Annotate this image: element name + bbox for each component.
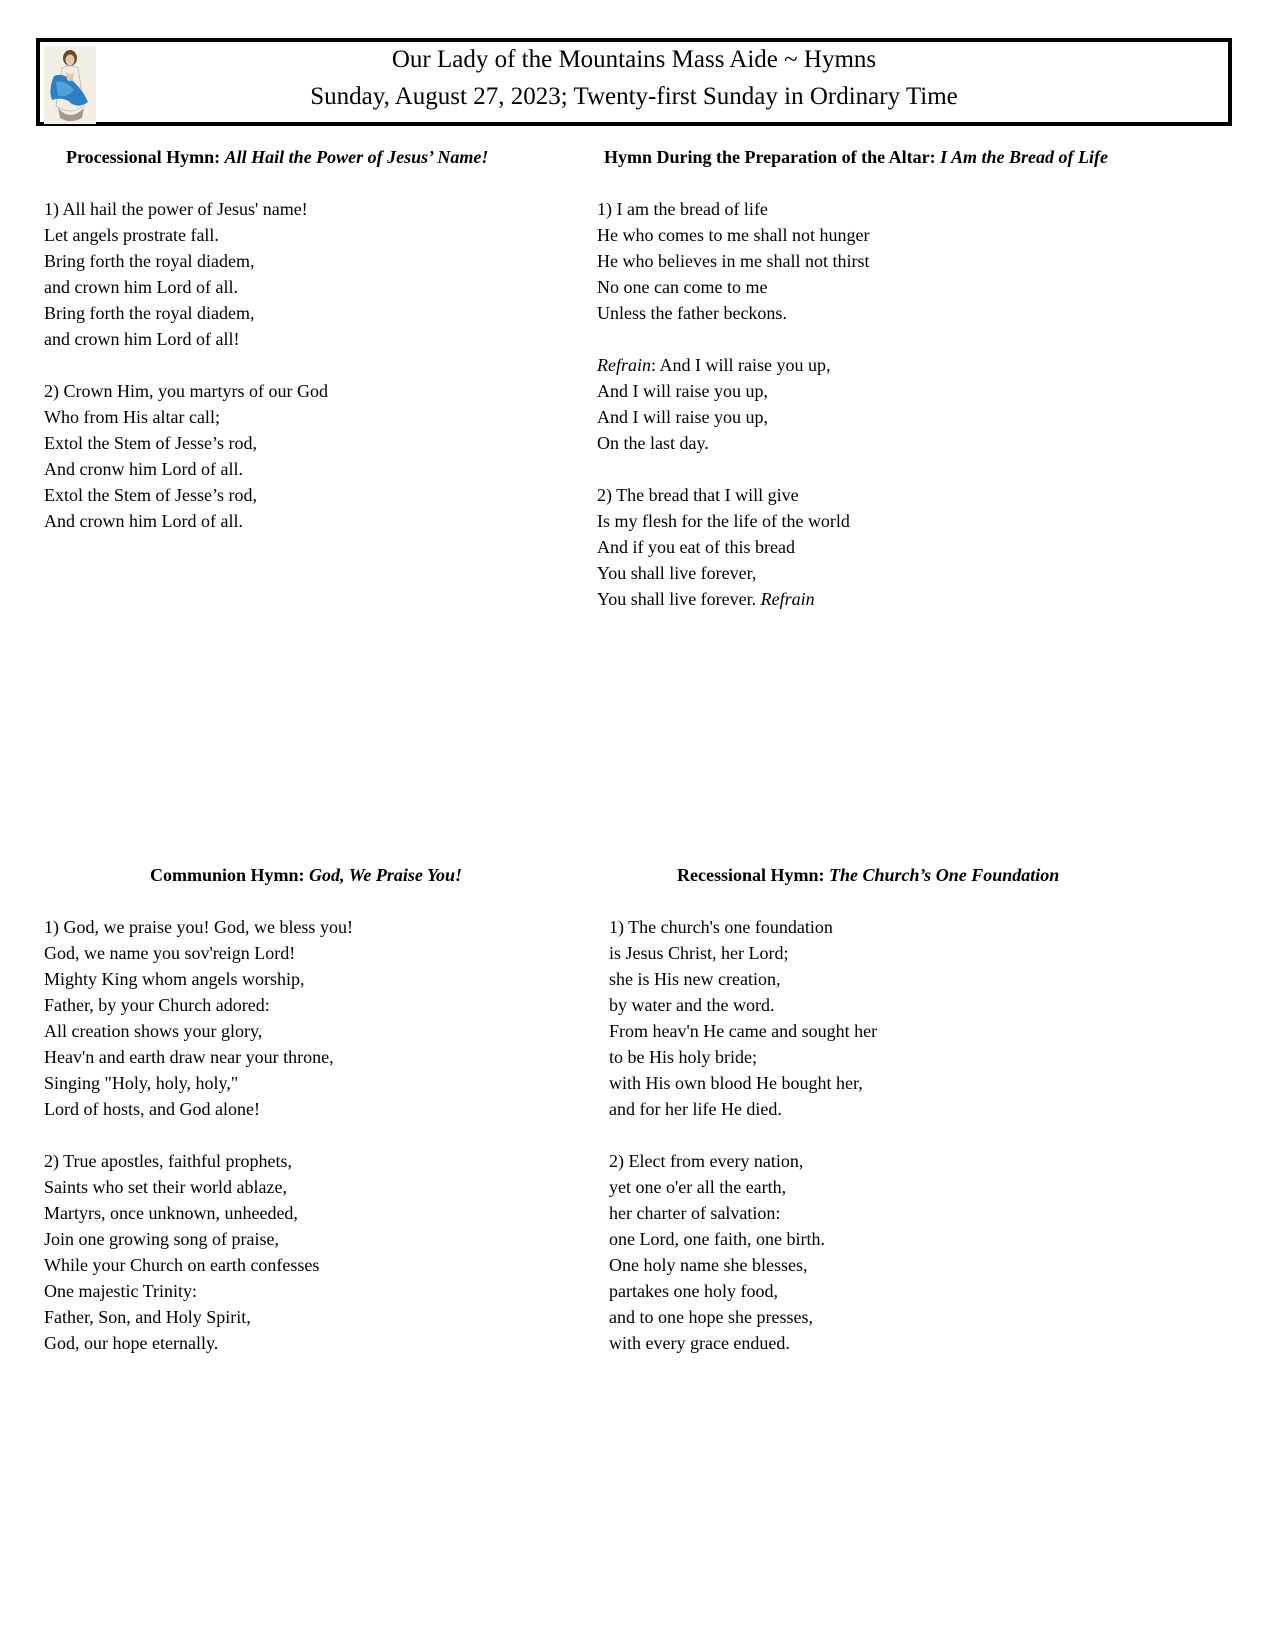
preparation-name: I Am the Bread of Life [940, 147, 1108, 167]
lyric-line: God, our hope eternally. [44, 1333, 219, 1353]
verse-gap [609, 1122, 877, 1148]
lyric-line: 1) God, we praise you! God, we bless you! [44, 917, 353, 937]
preparation-lyrics [597, 196, 869, 612]
lyric-line: with His own blood He bought her, [609, 1073, 863, 1093]
lyric-line: Mighty King whom angels worship, [44, 969, 305, 989]
lyric-line: Father, Son, and Holy Spirit, [44, 1307, 251, 1327]
communion-lyrics [44, 914, 353, 1356]
lyric-line: Let angels prostrate fall. [44, 225, 219, 245]
processional-hymn-title [66, 147, 488, 168]
lyric-line: All creation shows your glory, [44, 1021, 263, 1041]
recessional-lyrics [609, 914, 877, 1356]
lyric-line: 1) All hail the power of Jesus' name! [44, 199, 308, 219]
header-date: Sunday, August 27, 2023; Twenty-first Sunday in Ordinary Time [310, 83, 958, 110]
lyric-line: And if you eat of this bread [597, 537, 795, 557]
lyric-line: one Lord, one faith, one birth. [609, 1229, 825, 1249]
lyric-line: and crown him Lord of all! [44, 329, 240, 349]
lyric-line: Bring forth the royal diadem, [44, 303, 255, 323]
verse-gap [44, 352, 328, 378]
processional-name: All Hail the Power of Jesus’ Name! [224, 147, 489, 167]
lyric-line: and to one hope she presses, [609, 1307, 813, 1327]
refrain-text: : And I will raise you up, [651, 355, 831, 375]
preparation-label: Hymn During the Preparation of the Altar: [604, 147, 941, 167]
lyric-line: Extol the Stem of Jesse’s rod, [44, 485, 257, 505]
preparation-hymn-title [604, 147, 1108, 168]
lyric-line: 2) Crown Him, you martyrs of our God [44, 381, 328, 401]
recessional-name: The Church’s One Foundation [829, 865, 1060, 885]
lyric-line: He who believes in me shall not thirst [597, 251, 870, 271]
lyric-line: He who comes to me shall not hunger [597, 225, 870, 245]
lyric-line: her charter of salvation: [609, 1203, 781, 1223]
lyric-line: One holy name she blesses, [609, 1255, 808, 1275]
refrain-cue: Refrain [760, 589, 815, 609]
lyric-line: 1) I am the bread of life [597, 199, 768, 219]
lyric-line: No one can come to me [597, 277, 768, 297]
lyric-line: 2) The bread that I will give [597, 485, 799, 505]
lyric-text: You shall live forever. [597, 589, 761, 609]
lyric-line: While your Church on earth confesses [44, 1255, 320, 1275]
lyric-line: Singing "Holy, holy, holy," [44, 1073, 239, 1093]
lyric-line: Saints who set their world ablaze, [44, 1177, 287, 1197]
lyric-line: is Jesus Christ, her Lord; [609, 943, 789, 963]
lyric-line: On the last day. [597, 433, 709, 453]
lyric-line: Martyrs, once unknown, unheeded, [44, 1203, 298, 1223]
lyric-line: Unless the father beckons. [597, 303, 787, 323]
lyric-line: Bring forth the royal diadem, [44, 251, 255, 271]
recessional-hymn-title [677, 865, 1059, 886]
lyric-line: And crown him Lord of all. [44, 511, 243, 531]
lyric-line: yet one o'er all the earth, [609, 1177, 787, 1197]
communion-name: God, We Praise You! [309, 865, 463, 885]
lyric-line: God, we name you sov'reign Lord! [44, 943, 296, 963]
lyric-line: And I will raise you up, [597, 407, 768, 427]
lyric-line: Extol the Stem of Jesse’s rod, [44, 433, 257, 453]
lyric-line: Who from His altar call; [44, 407, 220, 427]
lyric-line: 1) The church's one foundation [609, 917, 833, 937]
lyric-line: Join one growing song of praise, [44, 1229, 279, 1249]
header-box [36, 38, 1232, 126]
lyric-line: and crown him Lord of all. [44, 277, 238, 297]
lyric-line: and for her life He died. [609, 1099, 782, 1119]
verse-gap [44, 1122, 353, 1148]
lyric-line: Father, by your Church adored: [44, 995, 270, 1015]
lyric-line: One majestic Trinity: [44, 1281, 197, 1301]
lyric-line: And cronw him Lord of all. [44, 459, 243, 479]
lyric-line: Lord of hosts, and God alone! [44, 1099, 260, 1119]
refrain-line [597, 352, 869, 378]
lyric-line: with every grace endued. [609, 1333, 790, 1353]
lyric-line: 2) True apostles, faithful prophets, [44, 1151, 292, 1171]
processional-label: Processional Hymn: [66, 147, 225, 167]
communion-hymn-title [150, 865, 462, 886]
lyric-line: partakes one holy food, [609, 1281, 778, 1301]
lyric-line: Is my flesh for the life of the world [597, 511, 850, 531]
lyric-line: And I will raise you up, [597, 381, 768, 401]
processional-lyrics [44, 196, 328, 534]
lyric-line [597, 586, 869, 612]
lyric-line: From heav'n He came and sought her [609, 1021, 878, 1041]
recessional-label: Recessional Hymn: [677, 865, 829, 885]
lyric-line: to be His holy bride; [609, 1047, 757, 1067]
lyric-line: by water and the word. [609, 995, 775, 1015]
lyric-line: Heav'n and earth draw near your throne, [44, 1047, 334, 1067]
lyric-line: she is His new creation, [609, 969, 781, 989]
header-title: Our Lady of the Mountains Mass Aide ~ Hymns [391, 46, 877, 73]
lyric-line: You shall live forever, [597, 563, 757, 583]
communion-label: Communion Hymn: [150, 865, 310, 885]
refrain-label: Refrain [597, 355, 651, 375]
lyric-line: 2) Elect from every nation, [609, 1151, 804, 1171]
